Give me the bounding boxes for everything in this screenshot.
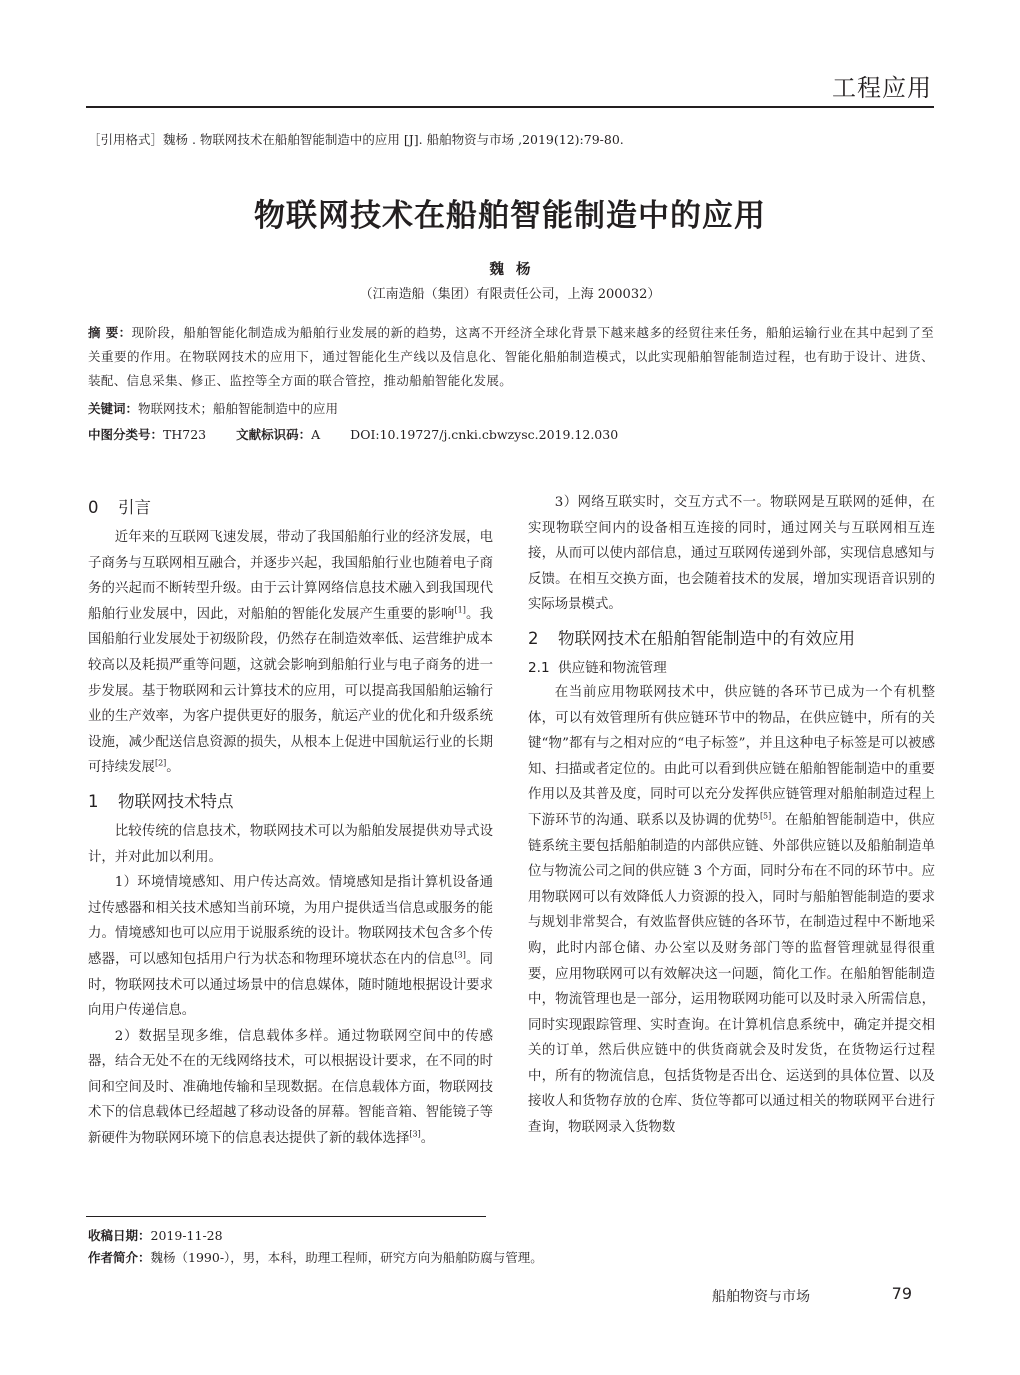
section-number: 2 (528, 628, 539, 648)
citation (88, 131, 934, 149)
classification (88, 425, 618, 445)
section-title: 物联网技术特点 (118, 791, 234, 811)
article-affiliation: （江南造船（集团）有限责任公司，上海 200032） (359, 287, 661, 302)
paragraph-text: 。 (166, 760, 180, 776)
subsection-number: 2.1 (528, 659, 550, 676)
paragraph-text: 。我国船舶行业发展处于初级阶段，仍然存在制造效率低、运营维护成本较高以及耗损严重等问题，这就会影响到船舶行业与电子商务的进一步发展。基于物联网和云计算技术的应用，可以提高我国船舶运输行业的生产效率，为客户提供更好的服务，航运产业的优化和升级系统设施，减少配送信息资源的损失，从根本上促进中国航运行业的长期可持续发展 (88, 606, 494, 776)
citation-label: ［引用格式］ (88, 132, 164, 147)
reference-mark: [1] (454, 605, 466, 615)
doc-code-value: A (311, 427, 321, 442)
journal-name: 船舶物资与市场 (712, 1289, 810, 1305)
paragraph: 3）网络互联实时，交互方式不一。物联网是互联网的延伸，在实现物联空间内的设备相互连接的同时，通过网关与互联网相互连接，从而可以使内部信息，通过互联网传递到外部，实现信息感知与反馈。在相互交换方面，也会随着技术的发展，增加实现语音识别的实际场景模式。 (528, 495, 935, 613)
doi: DOI:10.19727/j.cnki.cbwzysc.2019.12.030 (350, 427, 619, 442)
paragraph-text: 近年来的互联网飞速发展，带动了我国船舶行业的经济发展，电子商务与互联网相互融合，并逐步兴起，我国船舶行业也随着电子商务的兴起而不断转型升级。由于云计算网络信息技术融入到我国现代船舶行业发展中，因此，对船舶的智能化发展产生重要的影响 (88, 530, 493, 622)
page-number: 79 (891, 1284, 912, 1303)
received-label: 收稿日期： (88, 1228, 151, 1243)
citation-text: 魏杨 . 物联网技术在船舶智能制造中的应用 [J]. 船舶物资与市场 ,2019(12):79-80. (163, 132, 624, 147)
reference-mark: [5] (759, 811, 772, 821)
author-bio (88, 1248, 543, 1268)
paragraph-text: 1）环境情境感知、用户传达高效。情境感知是指计算机设备通过传感器和相关技术感知当前环境，为用户提供适当信息或服务的能力。情境感知也可以应用于说服系统的设计。物联网技术包含多个传感器，可以感知包括用户行为状态和物理环境状态在内的信息 (88, 875, 493, 967)
section-title: 物联网技术在船舶智能制造中的有效应用 (558, 628, 855, 648)
section-heading-1 (88, 789, 493, 815)
paragraph-text: 2）数据呈现多维，信息载体多样。通过物联网空间中的传感器，结合无处不在的无线网络技术，可以根据设计要求，在不同的时间和空间及时、准确地传输和呈现数据。在信息载体方面，物联网技术下的信息载体已经超越了移动设备的屏幕。智能音箱、智能镜子等新硬件为物联网环境下的信息表达提供了新的载体选择 (88, 1028, 493, 1147)
header-rule (86, 106, 934, 108)
received-value: 2019-11-28 (150, 1228, 223, 1243)
paragraph-text: 在当前应用物联网技术中，供应链的各环节已成为一个有机整体，可以有效管理所有供应链环节中的物品，在供应链中，所有的关键“物”都有与之相对应的“电子标签”，并且这种电子标签是可以被感知、扫描或者定位的。由此可以看到供应链在船舶智能制造中的重要作用以及其普及度，同时可以充分发挥供应链管理对船舶制造过程上下游环节的沟通、联系以及协调的优势 (528, 684, 935, 828)
paragraph-text: 。在船舶智能制造中，供应链系统主要包括船舶制造的内部供应链、外部供应链以及船舶制造单位与物流公司之间的供应链 3 个方面，同时分布在不同的环节中。应用物联网可以有效降低人力资源的投入，同时与船舶智能制造的要求与规划非常契合，有效监督供应链的各环节，在制造过程中不断地采购，此时内部仓储、办公室以及财务部门等的监督管理就显得很重要，应用物联网可以有效解决这一问题，简化工作。在船舶智能制造中，物流管理也是一部分，运用物联网功能可以及时录入所需信息，同时实现跟踪管理、实时查询。在计算机信息系统中，确定并提交相关的订单，然后供应链中的供货商就会及时发货，在货物运行过程中，所有的物流信息，包括货物是否出仓、运送到的具体位置、以及接收人和货物存放的仓库、货位等都可以通过相关的物联网平台进行查询，物联网录入货物数 (528, 812, 936, 1136)
abstract-label: 摘 要： (88, 325, 132, 340)
keywords-label: 关键词： (88, 401, 139, 416)
received-date (88, 1226, 223, 1246)
column-left (88, 492, 493, 1152)
keywords (88, 399, 338, 419)
paragraph-text: 。 (420, 1131, 435, 1147)
reference-mark: [3] (454, 950, 466, 960)
column-right (528, 490, 935, 1141)
footnote-rule (86, 1216, 486, 1217)
article-title: 物联网技术在船舶智能制造中的应用 (254, 198, 766, 234)
abstract-text: 现阶段，船舶智能化制造成为船舶行业发展的新的趋势，这离不开经济全球化背景下越来越多的经贸往来任务，船舶运输行业在其中起到了至关重要的作用。在物联网技术的应用下，通过智能化生产线以及信息化、智能化船舶制造模式，以此实现船舶智能制造过程，也有助于设计、进货、装配、信息采集、修正、监控等全方面的联合管控，推动船舶智能化发展。 (88, 325, 934, 388)
abstract (88, 321, 934, 393)
paragraph (528, 680, 935, 1141)
doc-code-label: 文献标识码： (236, 427, 312, 442)
section-tag: 工程应用 (832, 74, 932, 102)
section-heading-2 (528, 626, 935, 652)
keywords-text: 物联网技术；船舶智能制造中的应用 (138, 401, 339, 416)
article-author: 魏杨 (489, 262, 543, 278)
paragraph-text: 。同时，物联网技术可以通过场景中的信息媒体，随时随地根据设计要求向用户传递信息。 (88, 951, 494, 1019)
paragraph (88, 1024, 493, 1152)
author-bio-label: 作者简介： (88, 1250, 151, 1265)
section-number: 1 (88, 791, 99, 811)
paragraph (88, 870, 493, 1024)
section-title: 引言 (118, 498, 151, 517)
section-heading-0 (88, 495, 493, 521)
subsection-title: 供应链和物流管理 (558, 659, 667, 676)
section-number: 0 (88, 498, 99, 517)
paragraph (88, 525, 493, 781)
clc-label: 中图分类号： (88, 427, 164, 442)
clc-value: TH723 (163, 427, 207, 442)
reference-mark: [3] (409, 1129, 421, 1139)
author-bio-value: 魏杨（1990-），男，本科，助理工程师，研究方向为船舶防腐与管理。 (150, 1250, 543, 1265)
reference-mark: [2] (154, 758, 167, 768)
subsection-heading-2-1 (528, 656, 935, 680)
paragraph: 比较传统的信息技术，物联网技术可以为船舶发展提供劝导式设计，并对此加以利用。 (88, 823, 493, 865)
